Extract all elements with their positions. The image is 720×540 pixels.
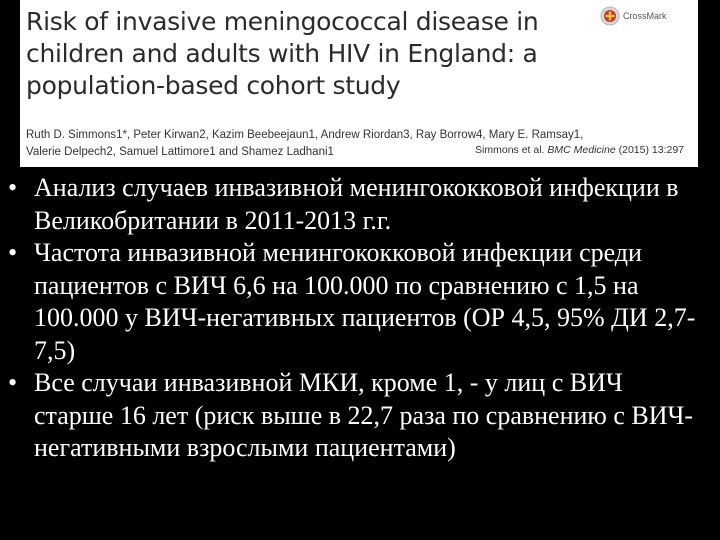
crossmark-badge[interactable] [600, 4, 694, 28]
crossmark-icon [600, 6, 620, 26]
paper-title: Risk of invasive meningococcal disease in children and adults with HIV in England: a population-based cohort study [26, 7, 539, 100]
bullet-marker: • [8, 238, 18, 267]
bullet-text: Частота инвазивной менингококковой инфекции среди пациентов с ВИЧ 6,6 на 100.000 по сравнению с 1,5 на 100.000 у ВИЧ-негативных пациентов (ОР 4,5, 95% ДИ 2,7-7,5) [34, 238, 696, 365]
citation-journal: BMC Medicine [547, 144, 616, 156]
citation-details: (2015) 13:297 [618, 144, 684, 156]
bullet-item [0, 172, 700, 237]
paper-header-image [20, 0, 698, 167]
bullet-marker: • [8, 173, 18, 202]
authors-line-1: Ruth D. Simmons1*, Peter Kirwan2, Kazim Beebeejaun1, Andrew Riordan3, Ray Borrow4, Mary E. Ramsay1, [26, 129, 584, 141]
paper-citation [475, 144, 684, 156]
bullet-item [0, 367, 700, 465]
citation-authors: Simmons et al. [475, 144, 545, 156]
authors-line-2: Valerie Delpech2, Samuel Lattimore1 and Shamez Ladhani1 [26, 146, 334, 158]
bullet-text: Все случаи инвазивной МКИ, кроме 1, - у лиц с ВИЧ старше 16 лет (риск выше в 22,7 раза по сравнению с ВИЧ-негативными взрослыми пациентами) [34, 368, 694, 462]
bullet-marker: • [8, 368, 18, 397]
bullet-list [0, 172, 700, 465]
crossmark-label: CrossMark [623, 11, 667, 21]
bullet-text: Анализ случаев инвазивной менингококковой инфекции в Великобритании в 2011-2013 г.г. [34, 173, 679, 235]
bullet-item [0, 237, 700, 367]
